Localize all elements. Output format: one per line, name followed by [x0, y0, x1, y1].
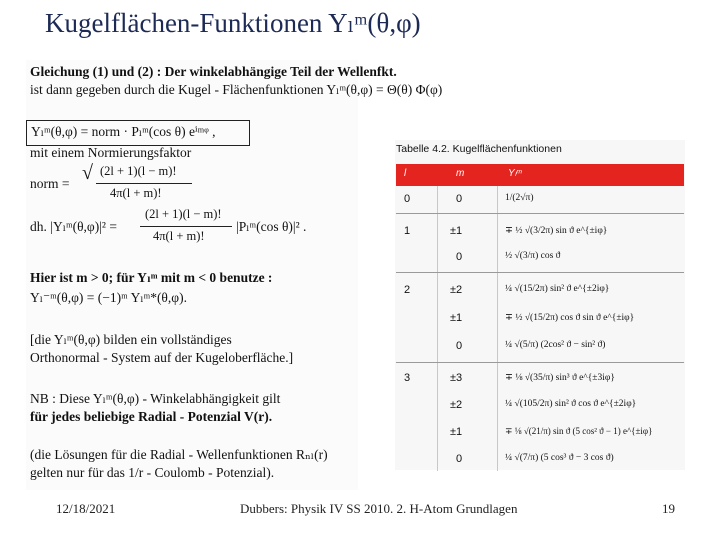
- table-cell-l: 2: [404, 284, 411, 296]
- table-group-line: [396, 362, 684, 363]
- intro-line-2: ist dann gegeben durch die Kugel - Flächenfunktionen Yₗᵐ(θ,φ) = Θ(θ) Φ(φ): [30, 82, 443, 97]
- dh-rhs: |Pₗᵐ(cos θ)|² .: [236, 219, 307, 234]
- norm-intro: mit einem Normierungsfaktor: [30, 145, 192, 160]
- table-group-line: [396, 272, 684, 273]
- table-cell-l: 1: [404, 225, 411, 237]
- table-cell-ylm: 1/(2√π): [505, 193, 534, 203]
- norm-denominator: 4π(l + m)!: [110, 186, 162, 200]
- dh-denominator: 4π(l + m)!: [153, 229, 205, 243]
- table-region: [395, 140, 685, 470]
- boxed-formula: Yₗᵐ(θ,φ) = norm · Pₗᵐ(cos θ) eⁱᵐᵠ ,: [31, 124, 216, 139]
- norm-lhs: norm =: [30, 176, 70, 191]
- table-divider: [497, 186, 498, 471]
- radial-line-2: gelten nur für das 1/r - Coulomb - Potenzial).: [30, 465, 275, 480]
- nb-line-2: für jedes beliebige Radial - Potenzial V(r).: [30, 409, 273, 424]
- table-divider: [437, 186, 438, 471]
- table-cell-m: ±1: [450, 312, 463, 324]
- complete-line-1: [die Yₗᵐ(θ,φ) bilden ein vollständiges: [30, 332, 232, 347]
- dh-lhs: dh. |Yₗᵐ(θ,φ)|² =: [30, 219, 117, 234]
- table-cell-m: ±1: [450, 225, 463, 237]
- table-header-row: [396, 164, 684, 186]
- table-cell-m: ±2: [450, 399, 463, 411]
- m-negative-formula: Yₗ⁻ᵐ(θ,φ) = (−1)ᵐ Yₗᵐ*(θ,φ).: [30, 290, 187, 305]
- radial-line-1: (die Lösungen für die Radial - Wellenfunktionen Rₙₗ(r): [30, 447, 328, 462]
- norm-numerator: (2l + 1)(l − m)!: [100, 164, 177, 178]
- table-cell-m: ±1: [450, 426, 463, 438]
- table-caption: Tabelle 4.2. Kugelflächenfunktionen: [396, 143, 562, 155]
- table-cell-m: 0: [456, 453, 463, 465]
- table-cell-ylm: ¼ √(105/2π) sin² ϑ cos ϑ e^{±2iφ}: [505, 399, 637, 409]
- table-cell-m: ±2: [450, 284, 463, 296]
- table-group-line: [396, 213, 684, 214]
- table-cell-ylm: ½ √(3/π) cos ϑ: [505, 251, 561, 261]
- footer-page-number: 19: [662, 501, 675, 516]
- sqrt-symbol: √: [82, 162, 93, 184]
- table-header-ylm: Yₗᵐ: [508, 168, 522, 179]
- table-cell-l: 0: [404, 193, 411, 205]
- complete-line-2: Orthonormal - System auf der Kugeloberfläche.]: [30, 350, 294, 365]
- slide-title: Kugelflächen-Funktionen Yₗᵐ(θ,φ): [45, 8, 421, 38]
- table-cell-m: ±3: [450, 372, 463, 384]
- table-cell-ylm: ¼ √(5/π) (2cos² ϑ − sin² ϑ): [505, 340, 606, 350]
- table-header-m: m: [456, 168, 465, 179]
- table-cell-l: 3: [404, 372, 411, 384]
- table-cell-ylm: ∓ ½ √(3/2π) sin ϑ e^{±iφ}: [505, 226, 608, 236]
- nb-line-1: NB : Diese Yₗᵐ(θ,φ) - Winkelabhängigkeit gilt: [30, 391, 281, 406]
- footer-source: Dubbers: Physik IV SS 2010. 2. H-Atom Grundlagen: [240, 501, 518, 516]
- footer-date: 12/18/2021: [56, 501, 116, 516]
- dh-fraction-bar: [140, 226, 232, 227]
- table-cell-m: 0: [456, 340, 463, 352]
- table-cell-ylm: ¼ √(15/2π) sin² ϑ e^{±2iφ}: [505, 284, 610, 294]
- table-header-l: l: [404, 168, 407, 179]
- norm-fraction-bar: [96, 183, 192, 184]
- m-condition: Hier ist m > 0; für Yₗᵐ mit m < 0 benutze :: [30, 270, 273, 285]
- table-cell-m: 0: [456, 251, 463, 263]
- table-cell-ylm: ¼ √(7/π) (5 cos³ ϑ − 3 cos ϑ): [505, 453, 614, 463]
- dh-numerator: (2l + 1)(l − m)!: [145, 207, 222, 221]
- intro-line-1: Gleichung (1) und (2) : Der winkelabhängige Teil der Wellenfkt.: [30, 64, 397, 79]
- table-cell-ylm: ∓ ⅛ √(35/π) sin³ ϑ e^{±3iφ}: [505, 373, 615, 383]
- table-cell-ylm: ∓ ⅛ √(21/π) sin ϑ (5 cos² ϑ − 1) e^{±iφ}: [505, 426, 653, 436]
- table-cell-ylm: ∓ ½ √(15/2π) cos ϑ sin ϑ e^{±iφ}: [505, 313, 635, 323]
- table-cell-m: 0: [456, 193, 463, 205]
